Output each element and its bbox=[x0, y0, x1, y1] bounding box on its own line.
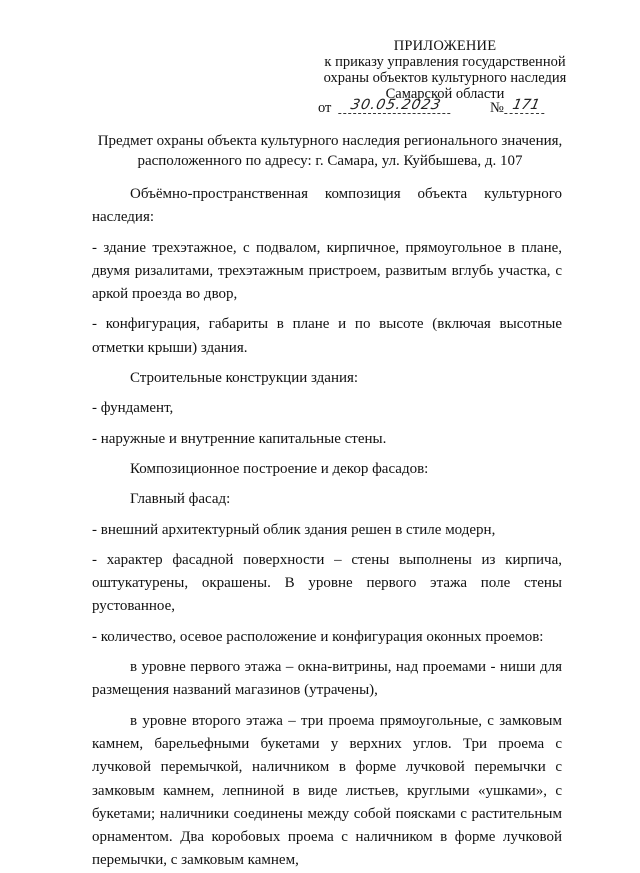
approval-block bbox=[300, 38, 590, 102]
list-item-style: - внешний архитектурный облик здания решен в стиле модерн, bbox=[92, 521, 496, 538]
handwritten-number: 171 bbox=[504, 97, 548, 114]
number-prefix: № bbox=[490, 100, 504, 116]
list-item-configuration: - конфигурация, габариты в плане и по высоте (включая высотные отметки крыши) здания. bbox=[92, 316, 562, 356]
list-item-walls: - наружные и внутренние капитальные стены. bbox=[92, 430, 387, 447]
approval-title: ПРИЛОЖЕНИЕ bbox=[393, 38, 497, 54]
paragraph-first-floor: в уровне первого этажа – окна-витрины, над проемами - ниши для размещения названий магазинов (утрачены), bbox=[92, 659, 562, 699]
paragraph-second-floor: в уровне второго этажа – три проема прямоугольные, с замковым камнем, барельефными букетами у верхних углов. Три проема с лучковой перемычкой, наличником в форме лучковой перемычки с замковым камнем, лепниной в виде листьев, круглыми «ушками», с букетами; наличники соединены между собой поясками с растительным орнаментом. Два коробовых проема с наличником в форме лучковой перемычки, с замковым камнем, bbox=[92, 712, 562, 869]
heading-line-1: Предмет охраны объекта культурного наследия регионального значения, bbox=[97, 133, 563, 149]
paragraph-structures: Строительные конструкции здания: bbox=[130, 370, 359, 387]
list-item-foundation: - фундамент, bbox=[92, 400, 174, 417]
list-item-windows: - количество, осевое расположение и конфигурация оконных проемов: bbox=[92, 628, 544, 645]
list-item-building: - здание трехэтажное, с подвалом, кирпичное, прямоугольное в плане, двумя ризалитами, трехэтажным пристроем, развитым вглубь участка, с аркой проезда во двор, bbox=[92, 239, 562, 303]
paragraph-composition: Объёмно-пространственная композиция объекта культурного наследия: bbox=[92, 186, 562, 226]
approval-line-3: Самарской области bbox=[385, 86, 505, 102]
paragraph-main-facade: Главный фасад: bbox=[130, 491, 231, 508]
handwritten-date: 30.05.2023 bbox=[338, 97, 454, 114]
document-heading bbox=[60, 131, 600, 171]
heading-line-2: расположенного по адресу: г. Самара, ул. Куйбышева, д. 107 bbox=[137, 153, 523, 169]
paragraph-facades: Композиционное построение и декор фасадов: bbox=[130, 460, 429, 477]
date-prefix: от bbox=[318, 100, 332, 116]
approval-line-2: охраны объектов культурного наследия bbox=[323, 70, 567, 86]
list-item-surface: - характер фасадной поверхности – стены выполнены из кирпича, оштукатурены, окрашены. В уровне первого этажа поле стены рустованное, bbox=[92, 551, 562, 615]
approval-line-1: к приказу управления государственной bbox=[324, 54, 566, 70]
document-body bbox=[92, 183, 562, 873]
order-date-number-row bbox=[318, 98, 598, 118]
